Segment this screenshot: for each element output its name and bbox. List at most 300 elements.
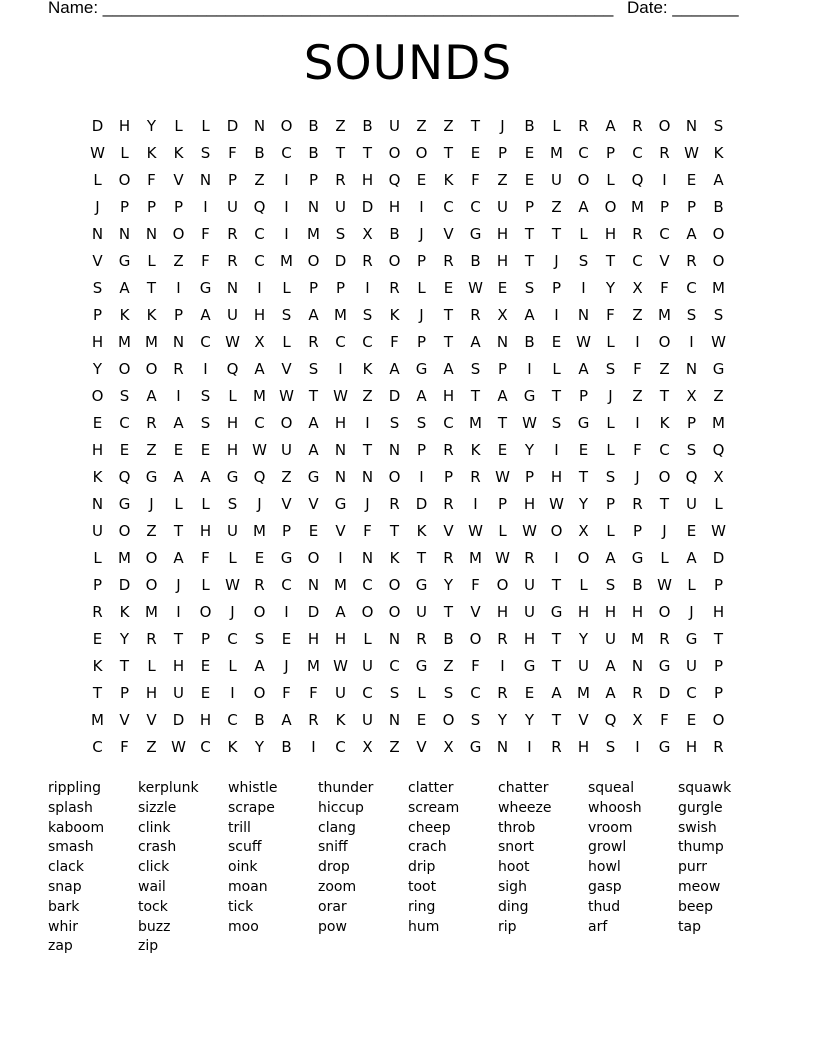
grid-letter: O — [550, 522, 563, 540]
grid-letter: A — [200, 468, 211, 486]
grid-letter: I — [365, 279, 370, 297]
word-list-item: growl — [588, 839, 627, 856]
grid-letter: O — [280, 117, 293, 135]
grid-letter: E — [308, 522, 319, 540]
grid-letter: R — [686, 252, 697, 270]
grid-letter: P — [308, 279, 319, 297]
grid-letter: V — [281, 495, 292, 513]
grid-letter: G — [280, 549, 293, 567]
grid-letter: K — [173, 144, 184, 162]
grid-letter: H — [226, 441, 239, 459]
grid-letter: Y — [443, 576, 454, 594]
grid-letter: H — [523, 630, 536, 648]
grid-letter: Q — [118, 468, 131, 486]
word-list-item: drop — [318, 859, 350, 876]
word-list-item: pow — [318, 918, 347, 935]
grid-letter: T — [173, 522, 184, 540]
grid-letter: N — [388, 711, 401, 729]
grid-letter: J — [419, 225, 424, 243]
grid-letter: T — [605, 252, 616, 270]
grid-letter: M — [280, 252, 293, 270]
grid-letter: F — [120, 738, 129, 756]
grid-letter: M — [469, 414, 482, 432]
grid-letter: L — [147, 657, 156, 675]
word-list-item: whistle — [228, 780, 278, 796]
grid-letter: C — [659, 441, 670, 459]
grid-letter: C — [335, 738, 346, 756]
grid-letter: E — [524, 144, 535, 162]
grid-letter: H — [496, 225, 509, 243]
grid-letter: E — [200, 657, 211, 675]
grid-letter: U — [389, 117, 400, 135]
grid-letter: H — [577, 603, 590, 621]
grid-letter: H — [172, 657, 185, 675]
grid-letter: C — [686, 279, 697, 297]
grid-letter: U — [335, 684, 346, 702]
grid-letter: R — [632, 495, 643, 513]
grid-letter: K — [92, 468, 103, 486]
grid-letter: J — [662, 522, 667, 540]
grid-letter: W — [333, 387, 348, 405]
grid-letter: I — [284, 198, 289, 216]
grid-letter: Z — [416, 117, 427, 135]
grid-letter: W — [90, 144, 105, 162]
grid-letter: S — [605, 468, 616, 486]
grid-letter: V — [335, 522, 346, 540]
grid-letter: P — [92, 576, 103, 594]
grid-letter: Q — [253, 198, 266, 216]
grid-letter: P — [416, 252, 427, 270]
grid-letter: O — [118, 171, 131, 189]
grid-letter: L — [228, 387, 237, 405]
grid-letter: M — [712, 414, 725, 432]
grid-letter: C — [686, 684, 697, 702]
word-list-item: gurgle — [678, 799, 723, 816]
word-list-item: ring — [408, 898, 436, 915]
grid-letter: R — [632, 684, 643, 702]
grid-letter: J — [365, 495, 370, 513]
grid-letter: A — [713, 171, 724, 189]
word-list-item: squeal — [588, 780, 635, 796]
grid-letter: A — [200, 306, 211, 324]
grid-letter: S — [713, 306, 724, 324]
grid-letter: S — [470, 360, 481, 378]
grid-letter: E — [524, 684, 535, 702]
grid-letter: I — [257, 279, 262, 297]
grid-letter: P — [524, 468, 535, 486]
grid-letter: R — [497, 684, 508, 702]
grid-letter: W — [225, 333, 240, 351]
grid-letter: A — [686, 225, 697, 243]
grid-letter: J — [554, 252, 559, 270]
grid-letter: O — [469, 630, 482, 648]
grid-letter: A — [173, 414, 184, 432]
grid-letter: K — [146, 144, 157, 162]
word-list-item: toot — [408, 878, 437, 895]
grid-letter: S — [686, 441, 697, 459]
word-list-item: splash — [48, 799, 93, 816]
grid-letter: D — [388, 387, 401, 405]
grid-letter: A — [173, 468, 184, 486]
grid-letter: F — [660, 279, 669, 297]
grid-letter: A — [470, 333, 481, 351]
grid-letter: B — [308, 117, 319, 135]
grid-letter: K — [389, 549, 400, 567]
grid-letter: L — [498, 522, 507, 540]
grid-letter: O — [280, 414, 293, 432]
grid-letter: I — [419, 468, 424, 486]
grid-letter: E — [497, 279, 508, 297]
grid-letter: L — [282, 333, 291, 351]
grid-letter: L — [228, 549, 237, 567]
grid-letter: N — [334, 468, 347, 486]
grid-letter: U — [227, 198, 238, 216]
grid-letter: H — [388, 198, 401, 216]
grid-letter: A — [254, 360, 265, 378]
grid-letter: R — [632, 117, 643, 135]
grid-letter: O — [415, 144, 428, 162]
grid-letter: N — [253, 117, 266, 135]
grid-letter: K — [389, 306, 400, 324]
grid-letter: O — [577, 549, 590, 567]
grid-letter: O — [712, 711, 725, 729]
word-list-item: buzz — [138, 918, 171, 935]
grid-letter: D — [415, 495, 428, 513]
grid-letter: N — [496, 333, 509, 351]
word-list-item: hum — [408, 918, 440, 935]
grid-letter: R — [443, 549, 454, 567]
grid-letter: J — [608, 387, 613, 405]
grid-letter: S — [200, 387, 211, 405]
grid-letter: O — [658, 333, 671, 351]
grid-letter: L — [579, 576, 588, 594]
grid-letter: S — [551, 414, 562, 432]
grid-letter: K — [227, 738, 238, 756]
grid-letter: Z — [713, 387, 724, 405]
grid-letter: I — [554, 549, 559, 567]
grid-letter: T — [92, 684, 103, 702]
grid-letter: A — [443, 360, 454, 378]
word-list-item: orar — [318, 898, 347, 915]
grid-letter: T — [146, 279, 157, 297]
grid-letter: K — [362, 360, 373, 378]
grid-letter: D — [712, 549, 725, 567]
grid-letter: F — [471, 576, 480, 594]
grid-letter: J — [230, 603, 235, 621]
grid-letter: T — [524, 225, 535, 243]
grid-letter: L — [201, 495, 210, 513]
grid-letter: P — [605, 495, 616, 513]
grid-letter: O — [388, 252, 401, 270]
grid-letter: S — [254, 630, 265, 648]
grid-letter: T — [335, 144, 346, 162]
grid-letter: R — [578, 117, 589, 135]
grid-letter: O — [388, 144, 401, 162]
grid-letter: L — [120, 144, 129, 162]
grid-letter: R — [146, 630, 157, 648]
grid-letter: M — [307, 657, 320, 675]
grid-letter: D — [91, 117, 104, 135]
grid-letter: Y — [146, 117, 157, 135]
grid-letter: T — [173, 630, 184, 648]
grid-letter: P — [308, 171, 319, 189]
grid-letter: N — [91, 225, 104, 243]
grid-letter: K — [335, 711, 346, 729]
grid-letter: X — [362, 738, 373, 756]
grid-letter: O — [658, 468, 671, 486]
word-list-item: rip — [498, 918, 517, 935]
grid-letter: E — [281, 630, 292, 648]
grid-letter: I — [527, 738, 532, 756]
grid-letter: C — [281, 576, 292, 594]
grid-letter: G — [415, 657, 428, 675]
grid-letter: W — [225, 576, 240, 594]
word-list-item: tock — [138, 898, 168, 915]
word-list-item: whir — [48, 918, 78, 935]
grid-letter: A — [308, 414, 319, 432]
grid-letter: F — [363, 522, 372, 540]
grid-letter: H — [550, 468, 563, 486]
grid-letter: O — [658, 117, 671, 135]
grid-letter: N — [91, 495, 104, 513]
page-title: SOUNDS — [303, 36, 513, 91]
word-list-item: smash — [48, 839, 94, 856]
grid-letter: L — [687, 576, 696, 594]
grid-letter: X — [713, 468, 724, 486]
grid-letter: L — [579, 225, 588, 243]
grid-letter: A — [389, 360, 400, 378]
word-list-item: kaboom — [48, 819, 105, 836]
grid-letter: N — [118, 225, 131, 243]
grid-letter: H — [91, 441, 104, 459]
grid-letter: O — [307, 549, 320, 567]
grid-letter: B — [308, 144, 319, 162]
grid-letter: X — [254, 333, 265, 351]
word-list-item: scream — [408, 799, 460, 816]
grid-letter: W — [279, 387, 294, 405]
grid-letter: R — [308, 333, 319, 351]
grid-letter: I — [284, 603, 289, 621]
grid-letter: I — [419, 198, 424, 216]
grid-letter: P — [659, 198, 670, 216]
grid-letter: Z — [362, 387, 373, 405]
grid-letter: Y — [578, 630, 589, 648]
grid-letter: H — [631, 603, 644, 621]
grid-letter: V — [281, 360, 292, 378]
grid-letter: E — [254, 549, 265, 567]
grid-letter: T — [551, 576, 562, 594]
grid-letter: P — [146, 198, 157, 216]
grid-letter: G — [550, 603, 563, 621]
grid-letter: B — [443, 630, 454, 648]
grid-letter: Q — [388, 171, 401, 189]
grid-letter: L — [363, 630, 372, 648]
grid-letter: G — [685, 630, 698, 648]
grid-letter: S — [524, 279, 535, 297]
grid-letter: P — [713, 684, 724, 702]
grid-letter: C — [119, 414, 130, 432]
word-list-item: clack — [48, 859, 84, 876]
grid-letter: A — [605, 684, 616, 702]
grid-letter: G — [145, 468, 158, 486]
grid-letter: P — [281, 522, 292, 540]
grid-letter: H — [496, 603, 509, 621]
grid-letter: O — [577, 171, 590, 189]
grid-letter: F — [201, 225, 210, 243]
grid-letter: G — [523, 657, 536, 675]
grid-letter: M — [631, 198, 644, 216]
grid-letter: F — [147, 171, 156, 189]
grid-letter: O — [307, 252, 320, 270]
grid-letter: U — [686, 657, 697, 675]
grid-letter: W — [576, 333, 591, 351]
grid-letter: P — [686, 198, 697, 216]
grid-letter: T — [119, 657, 130, 675]
grid-letter: M — [118, 333, 131, 351]
grid-letter: M — [145, 333, 158, 351]
grid-letter: I — [527, 360, 532, 378]
grid-letter: W — [333, 657, 348, 675]
grid-letter: R — [659, 630, 670, 648]
grid-letter: C — [632, 252, 643, 270]
word-list-item: hiccup — [318, 799, 364, 816]
word-list-item: crach — [408, 839, 447, 856]
grid-letter: F — [606, 306, 615, 324]
grid-letter: I — [311, 738, 316, 756]
grid-letter: P — [416, 441, 427, 459]
grid-letter: E — [200, 441, 211, 459]
grid-letter: K — [416, 522, 427, 540]
grid-letter: Z — [632, 306, 643, 324]
grid-letter: H — [334, 414, 347, 432]
grid-letter: F — [390, 333, 399, 351]
grid-letter: R — [227, 225, 238, 243]
word-list-item: meow — [678, 878, 721, 895]
grid-letter: U — [416, 603, 427, 621]
grid-letter: E — [686, 171, 697, 189]
word-list-item: whoosh — [588, 799, 642, 816]
grid-letter: C — [389, 657, 400, 675]
grid-letter: K — [119, 603, 130, 621]
grid-letter: L — [201, 576, 210, 594]
grid-letter: U — [335, 198, 346, 216]
grid-letter: V — [416, 738, 427, 756]
grid-letter: B — [470, 252, 481, 270]
grid-letter: N — [199, 171, 212, 189]
word-list-item: snort — [498, 839, 534, 856]
word-list-item: snap — [48, 878, 82, 895]
word-list-item: howl — [588, 859, 621, 876]
grid-letter: C — [443, 414, 454, 432]
grid-letter: O — [361, 603, 374, 621]
grid-letter: P — [173, 306, 184, 324]
word-list-item: zip — [138, 938, 159, 955]
word-list-item: thud — [588, 898, 621, 915]
grid-letter: V — [173, 171, 184, 189]
grid-letter: N — [388, 630, 401, 648]
date-field-label: Date: _______ — [627, 0, 739, 17]
grid-letter: E — [92, 414, 103, 432]
grid-letter: I — [662, 171, 667, 189]
grid-letter: S — [308, 360, 319, 378]
grid-letter: U — [524, 603, 535, 621]
grid-letter: P — [92, 306, 103, 324]
grid-letter: R — [362, 252, 373, 270]
word-list-item: trill — [228, 819, 251, 836]
grid-letter: N — [577, 306, 590, 324]
grid-letter: G — [523, 387, 536, 405]
grid-letter: I — [176, 387, 181, 405]
grid-letter: C — [281, 144, 292, 162]
grid-letter: L — [174, 495, 183, 513]
grid-letter: O — [145, 549, 158, 567]
grid-letter: F — [633, 360, 642, 378]
word-list-item: tick — [228, 898, 254, 915]
grid-letter: D — [118, 576, 131, 594]
grid-letter: F — [282, 684, 291, 702]
grid-letter: O — [118, 522, 131, 540]
grid-letter: R — [632, 225, 643, 243]
grid-letter: L — [93, 549, 102, 567]
grid-letter: M — [253, 522, 266, 540]
grid-letter: O — [253, 603, 266, 621]
grid-letter: U — [362, 657, 373, 675]
grid-letter: R — [416, 630, 427, 648]
grid-letter: A — [524, 306, 535, 324]
grid-letter: A — [308, 306, 319, 324]
grid-letter: Y — [254, 738, 265, 756]
grid-letter: O — [118, 360, 131, 378]
grid-letter: A — [308, 441, 319, 459]
grid-letter: L — [147, 252, 156, 270]
grid-letter: J — [419, 306, 424, 324]
grid-letter: O — [604, 198, 617, 216]
word-list-item: tap — [678, 918, 701, 935]
grid-letter: R — [227, 252, 238, 270]
grid-letter: D — [172, 711, 185, 729]
grid-letter: R — [497, 630, 508, 648]
grid-letter: N — [307, 576, 320, 594]
grid-letter: Z — [146, 441, 157, 459]
grid-letter: M — [118, 549, 131, 567]
grid-letter: B — [524, 333, 535, 351]
grid-letter: G — [334, 495, 347, 513]
grid-letter: E — [443, 279, 454, 297]
grid-letter: K — [659, 414, 670, 432]
grid-letter: T — [524, 252, 535, 270]
grid-letter: H — [496, 252, 509, 270]
grid-letter: A — [173, 549, 184, 567]
grid-letter: I — [635, 414, 640, 432]
grid-letter: T — [362, 441, 373, 459]
grid-letter: F — [660, 711, 669, 729]
grid-letter: L — [282, 279, 291, 297]
grid-letter: E — [119, 441, 130, 459]
grid-letter: C — [254, 252, 265, 270]
grid-letter: P — [335, 279, 346, 297]
grid-letter: O — [253, 684, 266, 702]
grid-letter: D — [658, 684, 671, 702]
grid-letter: V — [443, 225, 454, 243]
grid-letter: C — [227, 711, 238, 729]
grid-letter: Y — [92, 360, 103, 378]
grid-letter: S — [605, 738, 616, 756]
grid-letter: S — [200, 144, 211, 162]
grid-letter: Z — [551, 198, 562, 216]
grid-letter: F — [309, 684, 318, 702]
grid-letter: L — [417, 279, 426, 297]
grid-letter: N — [307, 198, 320, 216]
